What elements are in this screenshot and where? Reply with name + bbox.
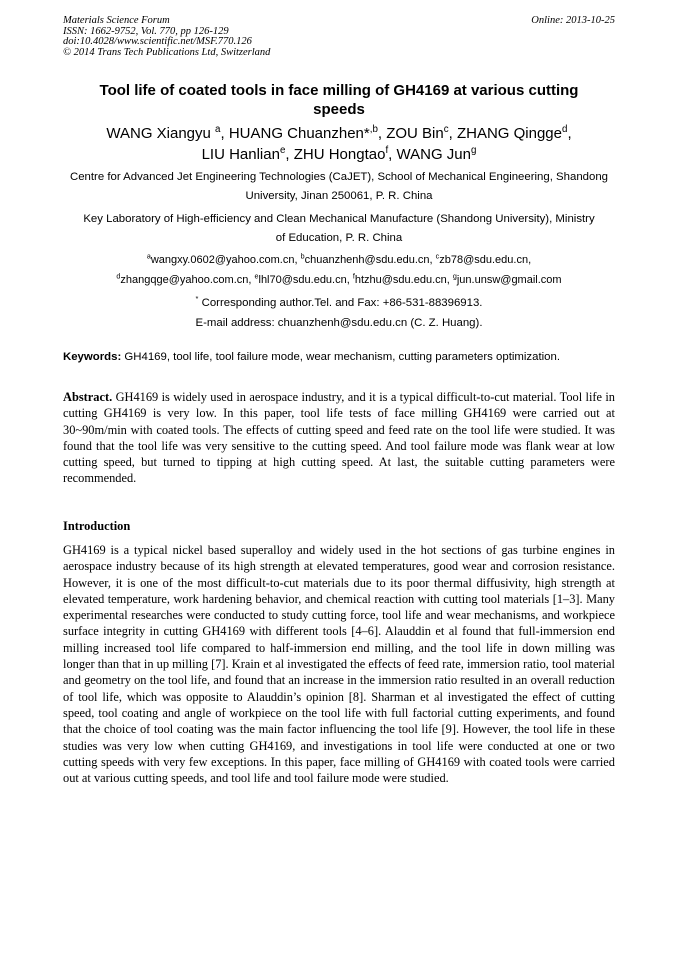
author-affiliation-mark: g <box>470 145 477 156</box>
email-mark: g <box>452 272 457 281</box>
email-mark: b <box>300 252 305 261</box>
email-address: zhangqge@yahoo.com.cn <box>120 274 249 286</box>
author-separator: , <box>388 146 397 163</box>
email-separator: , <box>346 274 353 286</box>
email-address: htzhu@sdu.edu.cn <box>354 274 447 286</box>
email-line-2 <box>63 270 615 290</box>
author-line-2 <box>63 144 615 165</box>
author-name: WANG Jun <box>396 146 471 163</box>
author-name: WANG Xiangyu <box>106 125 216 142</box>
email-mark: e <box>254 272 259 281</box>
email-mark: c <box>435 252 440 261</box>
email-mark: d <box>116 272 121 281</box>
introduction-body: GH4169 is a typical nickel based superalloy and widely used in the hot sections of gas turbine engines in aerospace industry because of its high strength at elevated temperatures, good wear and corrosion resistance. However, it is one of the most difficult-to-cut materials due to its poor thermal diffusivity, high strength at elevated temperature, work hardening behavior, and chemical reaction with cutting tool materials [1–3]. Many experimental researches were conducted to study cutting force, tool life and wear mechanisms, and workpiece surface integrity in cutting GH4169 with different tools [4–6]. Alauddin et al found that full-immersion end milling increased tool life compared to half-immersion end milling, and the tool life in down milling was longer than that in up milling [7]. Krain et al investigated the effects of feed rate, immersion ratio, tool material and geometry on the tool life, and found that an increase in the immersion ratio resulted in an overall reduction of tool life, which was opposite to Alauddin’s opinion [8]. Sharman et al investigated the effect of cutting speed, tool coating and angle of workpiece on the tool life with full factorial cutting experiments, and found that the choice of tool coating was the main factor influencing the tool life [9]. However, the tool life in these studies was very low when cutting GH4169, and investigations in tool life were conducted at one or two cutting speeds with very few exceptions. In this paper, face milling of GH4169 with coated tools were carried out at various cutting speeds, and tool life and tool failure mode were studied. <box>63 543 615 786</box>
abstract-text: GH4169 is widely used in aerospace industry, and it is a typical difficult-to-cut material. Tool life in cutting GH4169 is very low. In this paper, tool life tests of face milling GH4169 were carried out at 30~90m/min with coated tools. The effects of cutting speed and feed rate on the tool life were studied. It was found that the tool life was very sensitive to the cutting speed. And tool failure mode was flank wear at low cutting speed, but turned to tipping at high cutting speed. At last, the suitable cutting parameters were recommended. <box>63 390 615 486</box>
email-address: lhl70@sdu.edu.cn <box>258 274 347 286</box>
journal-name: Materials Science Forum <box>63 15 170 26</box>
issn-line: ISSN: 1662-9752, Vol. 770, pp 126-129 <box>63 25 229 37</box>
author-affiliation-mark: ,b <box>369 124 378 135</box>
abstract <box>63 389 615 487</box>
author-name: HUANG Chuanzhen* <box>228 125 370 142</box>
author-name: LIU Hanlian <box>201 146 280 163</box>
corresponding-email: E-mail address: chuanzhenh@sdu.edu.cn (C. Z. Huang). <box>195 317 483 329</box>
online-date: Online: 2013-10-25 <box>531 15 615 26</box>
author-separator: , <box>377 125 387 142</box>
affiliation-2: Key Laboratory of High-efficiency and Clean Mechanical Manufacture (Shandong University), Ministry of Education, P. R. China <box>83 213 595 244</box>
email-separator: , <box>446 274 453 286</box>
section-heading-introduction: Introduction <box>63 519 131 533</box>
author-separator: , <box>220 125 229 142</box>
affiliation-1: Centre for Advanced Jet Engineering Technologies (CaJET), School of Mechanical Engineering, Shandong University, Jinan 250061, P. R. China <box>69 171 608 202</box>
email-address: wangxy.0602@yahoo.com.cn <box>150 254 295 266</box>
author-emails <box>63 250 615 290</box>
corresponding-mark: * <box>195 294 199 304</box>
author-affiliation-mark: f <box>385 145 389 156</box>
author-name: ZHANG Qingge <box>456 125 562 142</box>
author-list <box>63 123 615 165</box>
author-separator: , <box>567 125 572 142</box>
author-separator: , <box>285 146 294 163</box>
email-line-1 <box>63 250 615 270</box>
keywords <box>63 349 615 365</box>
doi-line: doi:10.4028/www.scientific.net/MSF.770.126 <box>63 36 252 48</box>
email-address: jun.unsw@gmail.com <box>456 274 562 286</box>
publication-header <box>63 16 615 58</box>
email-separator: , <box>429 254 436 266</box>
email-address: chuanzhenh@sdu.edu.cn <box>304 254 430 266</box>
author-affiliation-mark: e <box>279 145 286 156</box>
author-name: ZOU Bin <box>386 125 444 142</box>
copyright-line: © 2014 Trans Tech Publications Ltd, Switzerland <box>63 46 271 58</box>
author-affiliation-mark: a <box>215 124 221 135</box>
email-separator: , <box>248 274 255 286</box>
author-name: ZHU Hongtao <box>293 146 386 163</box>
author-affiliation-mark: d <box>562 124 568 135</box>
corresponding-line-1 <box>63 293 615 313</box>
email-mark: a <box>146 252 151 261</box>
author-line-1 <box>63 123 615 144</box>
paper-title: Tool life of coated tools in face milling of GH4169 at various cutting speeds <box>99 82 579 118</box>
author-separator: , <box>448 125 457 142</box>
abstract-label: Abstract. <box>63 390 113 404</box>
email-mark: f <box>352 272 355 281</box>
keywords-text: GH4169, tool life, tool failure mode, wear mechanism, cutting parameters optimization. <box>121 351 560 363</box>
corresponding-author <box>63 293 615 333</box>
corresponding-contact: Corresponding author.Tel. and Fax: +86-531-88396913. <box>198 297 483 309</box>
email-address: zb78@sdu.edu.cn, <box>439 254 532 266</box>
keywords-label: Keywords: <box>63 351 122 363</box>
author-affiliation-mark: c <box>443 124 449 135</box>
email-separator: , <box>294 254 301 266</box>
